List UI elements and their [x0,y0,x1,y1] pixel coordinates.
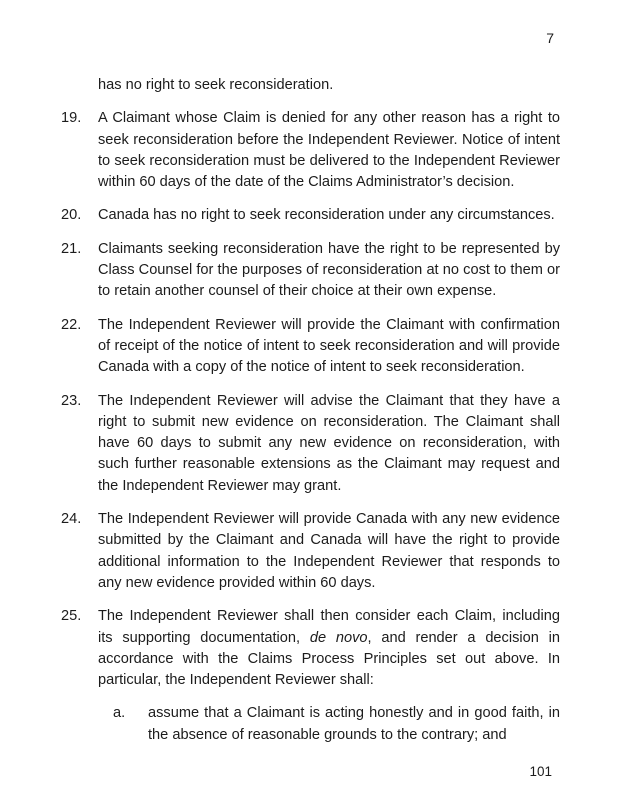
paragraph-text: A Claimant whose Claim is denied for any other reason has a right to seek reconsideration before the Independent Reviewer. Notice of intent to seek reconsideration must be delivered to the Independent Reviewer within 60 days of the date of the Claims Administrator’s decision. [98,110,560,191]
paragraph-20 [61,205,560,226]
paragraph-text: Claimants seeking reconsideration have the right to be represented by Class Counsel for the purposes of reconsideration at no cost to them or to retain another counsel of their choice at their own expense. [98,240,560,300]
paragraph-text: The Independent Reviewer will advise the Claimant that they have a right to submit new evidence on reconsideration. The Claimant shall have 60 days to submit any new evidence on reconsideration, with such further reasonable extensions as the Claimant may request and the Independent Reviewer may grant. [98,392,560,494]
paragraph-number: 20. [61,207,82,224]
paragraph-continuation: has no right to seek reconsideration. [98,77,334,93]
paragraph-text: The Independent Reviewer will provide the Claimant with confirmation of receipt of the notice of intent to seek reconsideration and will provide Canada with a copy of the notice of intent to seek reconsideration. [98,316,560,376]
paragraph-number: 19. [61,110,82,127]
paragraph-22 [61,315,560,379]
paragraph-19 [61,108,560,193]
paragraph-number: 21. [61,240,82,257]
paragraph-number: 24. [61,511,82,528]
paragraph-text: Canada has no right to seek reconsideration under any circumstances. [98,207,555,224]
paragraph-italic-phrase: de novo [309,629,368,646]
paragraph-21 [61,239,560,303]
paragraph-number: 22. [61,316,82,333]
page-number-header: 7 [546,30,554,46]
paragraph-text-segment: The Independent Reviewer shall then consider each Claim, including its supporting documentation, [98,608,560,646]
paragraph-number: 25. [61,608,82,625]
sub-paragraph-text: assume that a Claimant is acting honestly and in good faith, in the absence of reasonable grounds to the contrary; and [148,705,560,743]
page-number-footer: 101 [529,764,552,779]
paragraph-text [98,606,560,691]
paragraph-text-segment: , and render a decision in accordance with the Claims Process Principles set out above. In particular, the Independent Reviewer shall: [98,629,560,689]
sub-paragraph-letter: a. [113,705,126,722]
paragraph-text: The Independent Reviewer will provide Canada with any new evidence submitted by the Claimant and Canada will have the right to provide additional information to the Independent Reviewer that responds to any new evidence provided within 60 days. [98,511,560,591]
sub-paragraph-a [113,703,560,746]
paragraph-25 [61,606,560,691]
document-body [61,75,560,758]
paragraph-24 [61,509,560,594]
paragraph-number: 23. [61,392,82,409]
paragraph-23 [61,391,560,497]
